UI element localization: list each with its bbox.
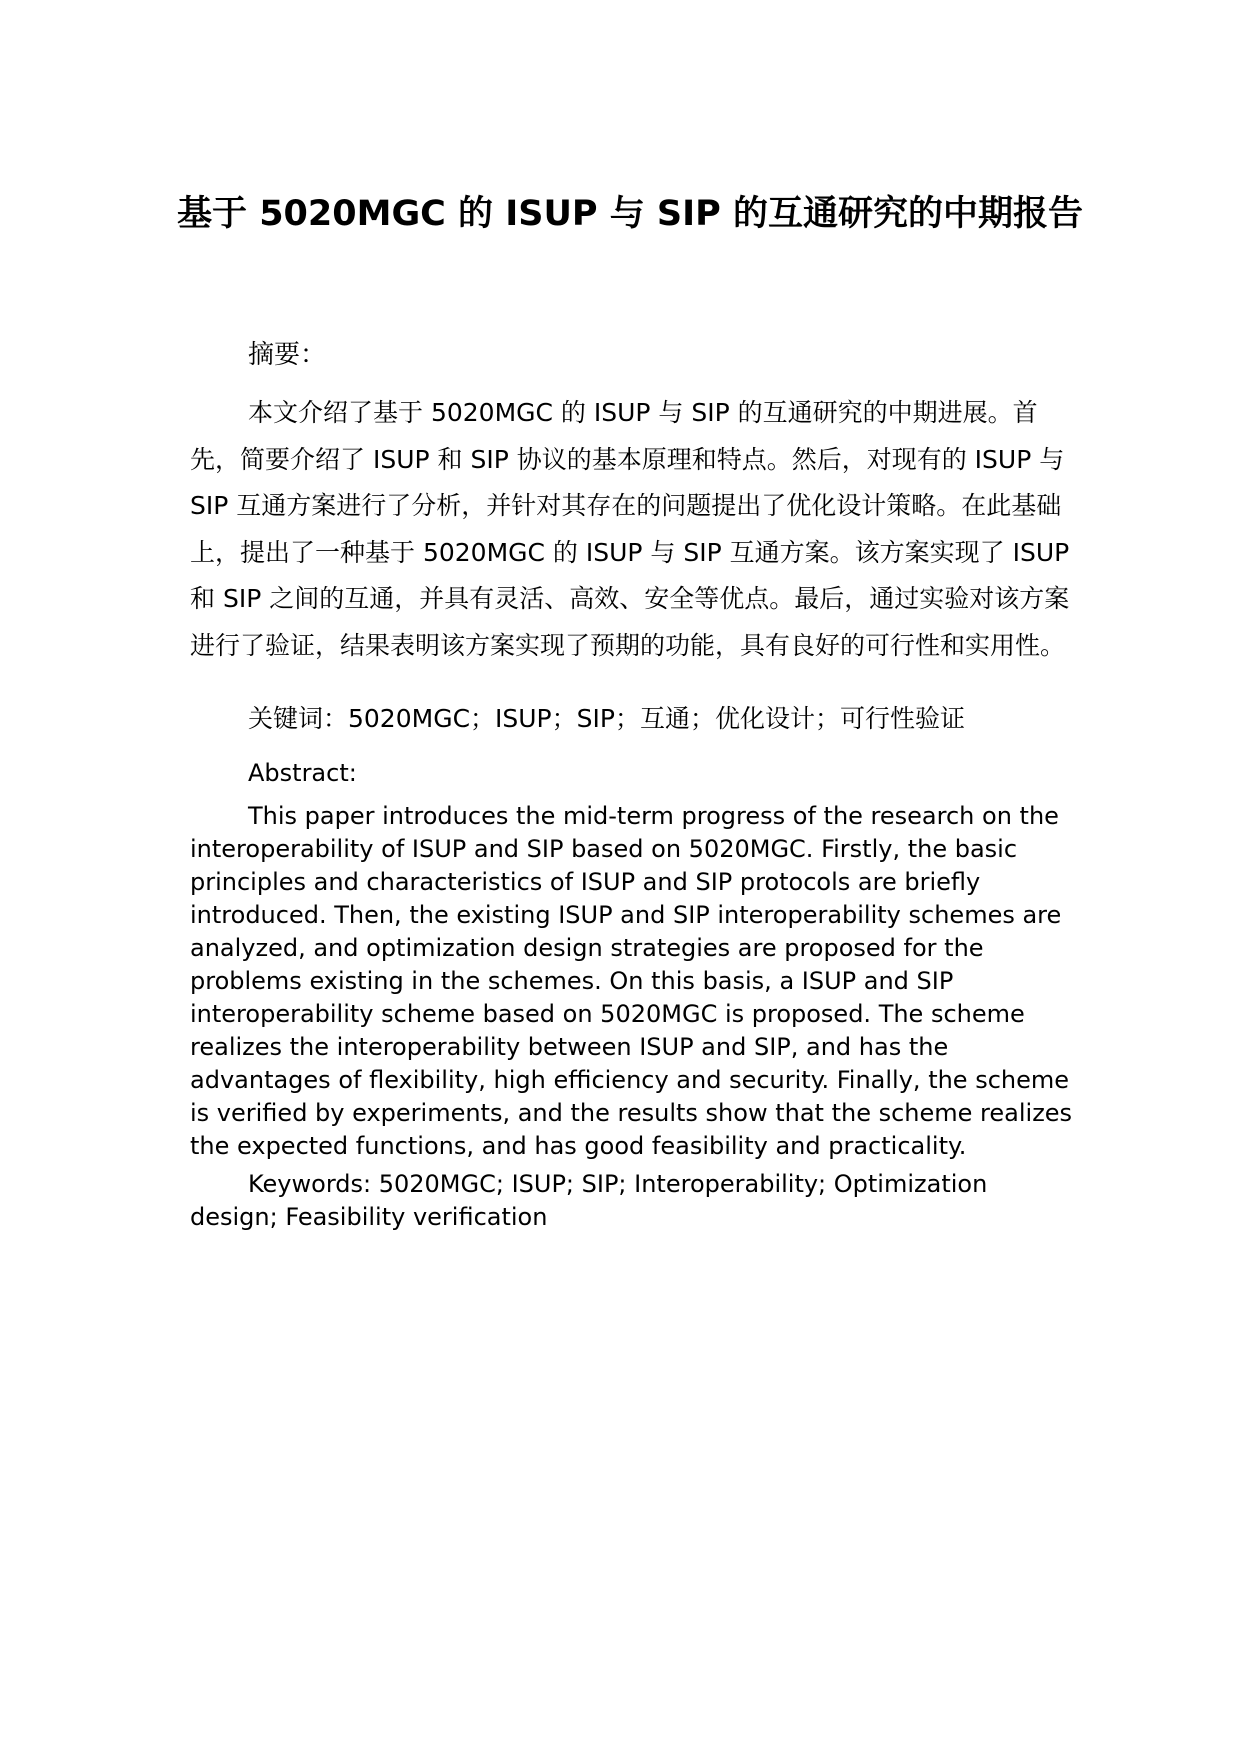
en-abstract-body: This paper introduces the mid-term progress of the research on the interoperability of ISUP and SIP based on 5020MGC. Firstly, the basic principles and characteristics of ISUP and SIP protocols are briefly introduced. Then, the existing ISUP and SIP interoperability schemes are analyzed, and optimization design strategies are proposed for the problems existing in the schemes. On this basis, a ISUP and SIP interoperability scheme based on 5020MGC is proposed. The scheme realizes the interoperability between ISUP and SIP, and has the advantages of flexibility, high efficiency and security. Finally, the scheme is verified by experiments, and the results show that the scheme realizes the expected functions, and has good feasibility and practicality. <box>190 802 1073 1160</box>
document-title: 基于 5020MGC 的 ISUP 与 SIP 的互通研究的中期报告 <box>177 194 1083 234</box>
cn-abstract-body: 本文介绍了基于 5020MGC 的 ISUP 与 SIP 的互通研究的中期进展。首先，简要介绍了 ISUP 和 SIP 协议的基本原理和特点。然后，对现有的 ISUP 与 SIP 互通方案进行了分析，并针对其存在的问题提出了优化设计策略。在此基础上，提出了一种基于 5020MGC 的 ISUP 与 SIP 互通方案。该方案实现了 ISUP 和 SIP 之间的互通，并具有灵活、高效、安全等优点。最后，通过实验对该方案进行了验证，结果表明该方案实现了预期的功能，具有良好的可行性和实用性。 <box>190 398 1070 660</box>
cn-abstract-label: 摘要： <box>248 340 327 370</box>
cn-keywords: 关键词：5020MGC；ISUP；SIP；互通；优化设计；可行性验证 <box>248 704 965 733</box>
en-abstract-label: Abstract: <box>248 759 357 787</box>
en-keywords: Keywords: 5020MGC; ISUP; SIP; Interoperability; Optimization design; Feasibility verification <box>190 1170 988 1231</box>
